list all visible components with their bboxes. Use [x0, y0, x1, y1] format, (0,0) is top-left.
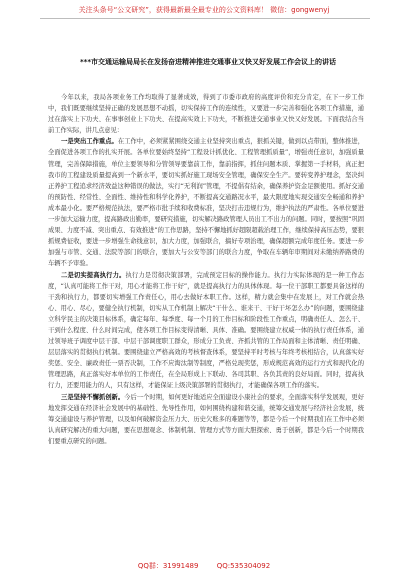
paragraph-heading: 一是突出工作重点。: [61, 138, 118, 146]
paragraph-text: 执行力是贯彻决策部署，完成预定目标的操作能力。执行力实际体现的是一种工作态度，“认真可能将工作干对，用心才能将工作干好”，就是提高执行力的具体体现。每一位干部职工都要具备这样的干劲和执行力，都要切实增强工作责任心，用心去做好本职工作。这样，精力就会集中在发展上，对工作就会热心、用心、尽心，要健全执行机制，切实从工作机制上解决“干什么、谁来干、干好干坏怎么办”的问题，要围绕建立科学民主的决策目标体系，确定每年、每季度、每一个月的工作目标和阶段性工作重点，明确责任人、怎么干、干到什么程度、什么时间完成，使各项工作目标变得清晰、具体、准确。要围绕建立权威一体的执行责任体系，通过领导班子调度中层干部、中层干部调度职工群众，形成分工负责、齐抓共管的工作局面和主体清晰、责任明确、层层落实的贯彻执行机制。要围绕建立严格高效的考核督查体系，要坚持平时考核与年终考核相结合，认真落实好奖惩、安全、廉政责任一票否决制，工作不应淘汰制等制度，严格兑现奖惩，形成规范高效的运行方式和现代化的管理思路，真正落实好本单位的工作责任，在全局形成上下联动、各司其职、各负其责的良好局面。同时，提高执行力，还要用能力的人，只有这样，才能保证上级决策部署的贯彻执行，才能确保各项工作的落实。: [48, 271, 364, 390]
paragraph-intro: [48, 92, 364, 136]
header-divider: [40, 18, 370, 19]
paragraph-text: 今后一个时期，如何更好地适应全面建设小康社会的要求，全面落实科学发展观，更好地发挥交通在经济社会发展中的基础性、先导性作用，如何围绕构建和谐交通，统筹交通发展与经济社会发展，统筹交通建设与养护管理，以及如何破解资金压力大、历史欠账多的难题等等，都是今后一个时期我们在工作中必须认真研究解决的重大问题，要在思想观念、体制机制、管理方式等方面大胆探索、勇于创新，都是今后一个时期我们要重点研究的问题。: [48, 393, 364, 445]
paragraph-text: 今年以来，我局各项业务工作均取得了显著成效，得到了市委市政府的高度评价和充分肯定，在下一步工作中，我们既要继续坚持正确的发展思想不动摇，切实保持工作的连续性，又要进一步完善和强化各项工作措施，通过在落实上下功夫、在事事创业上下功夫、在提高实效上下功夫，不断推进交通事业又快又好发展。下面我结合当前工作实际，讲几点意见：: [48, 94, 364, 135]
paragraph-heading: 三是坚持不懈抓创新。: [61, 393, 125, 401]
qq-label: QQ:535304092: [216, 562, 271, 570]
paragraph-text: 在工作中，必须紧紧围绕交通主业坚持突出重点，狠抓关键，做到以点带面，整体推进，全面促进各项工作的扎实开展。各单位要始终坚持“工程设计抓优化、工程管理抓质量”，增强责任意识，加强质量管理，完善保障措施，单位主要领导和分管领导要靠前工作，靠前指挥，抓住问题本质、掌握第一手材料，真正把我市的工程建设质量提高到一个新水平，要切实抓好施工现场安全管理，确保安全生产。要转变养护理念，坚决纠正养护工程追求经济效益这种错误的做法，实行“无利润”管理，不提倡有结余，确保养护资金足额使用。抓好交通的预防性、经常性、全面性、维持性和科学化养护，不断提高交通路况水平，最大限度地实现交通安全畅通和养护成本最小化。要严格规范执法，要严格市批手续和收费标准，坚决打击违规行为，维护执法的严肃性。各单位要进一步加大运输力度，提高路政出勤率，要研究措施，切实解决路政管理人员出工不出力的问题。同时，要按照“巩固成果、力度不减、突出重点、有效推进”的工作思路，坚持不懈地抓好超限超载治理工作，继续保持高压态势，要狠抓规费征收，要进一步增强生命线意识，加大力度，加强联合，搞好专项治理，确保超额完成年度任务。要进一步加强与市管、交通、法院等部门的联合，要加大与公安等部门的联合力度，争取在车辆年审期间对未缴纳养路费的车辆不予审验。: [48, 138, 364, 268]
qq-group-label: QQ群：31991489: [137, 562, 199, 570]
paragraph-heading: 二是切实提高执行力。: [61, 271, 126, 279]
paragraph-2: [48, 270, 364, 392]
document-title: ***市交通运输局局长在发扬奋进精神推进交通事业又快又好发展工作会议上的讲话: [80, 58, 336, 66]
paragraph-1: [48, 136, 364, 269]
paragraph-3: [48, 392, 364, 447]
document-body: [48, 92, 364, 558]
contact-footer: [0, 561, 408, 571]
promo-banner: 关注头条号“公文研究”，获得最新最全最专业的公文资料库！ 微信：gongwenyj: [78, 6, 330, 14]
